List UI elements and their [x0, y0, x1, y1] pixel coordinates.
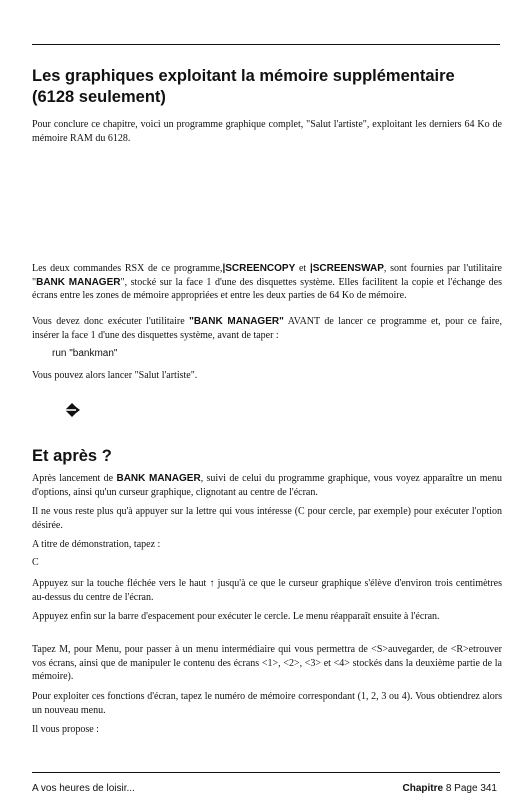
paragraph-arrow-key: Appuyez sur la touche fléchée vers le haut ↑ jusqu'à ce que le curseur graphique s'élève d'environ trois centimètres au-dessus du centre de l'écran.: [32, 578, 502, 603]
paragraph-launch: Vous pouvez alors lancer "Salut l'artiste".: [32, 370, 198, 381]
demo-key-c: C: [32, 557, 39, 568]
paragraph-bank-manager: Vous devez donc exécuter l'utilitaire "BANK MANAGER" AVANT de lancer ce programme et, pour ce faire, insérer la face 1 d'une des disquettes système, avant de taper :: [32, 316, 502, 341]
footer-page-number: Chapitre 8 Page 341: [402, 783, 497, 794]
top-rule: [32, 44, 500, 45]
paragraph-demo: A titre de démonstration, tapez :: [32, 539, 161, 550]
paragraph-intro: Pour conclure ce chapitre, voici un programme graphique complet, "Salut l'artiste", exploitant les derniers 64 Ko de mémoire RAM du 6128.: [32, 119, 502, 144]
diamond-arrow-icon: [64, 402, 80, 418]
section-title-graphics: Les graphiques exploitant la mémoire supplémentaire (6128 seulement): [32, 67, 455, 106]
footer-left-text: A vos heures de loisir...: [32, 783, 135, 794]
paragraph-rsx-commands: Les deux commandes RSX de ce programme,|SCREENCOPY et |SCREENSWAP, sont fournies par l'utilitaire "BANK MANAGER", stocké sur la face 1 d'une des disquettes système. Elles facilitent la copie et l'échange des écrans entre les zones de mémoire appropriées et entre les deux parties de 64 Ko de mémoire.: [32, 263, 502, 301]
paragraph-after-launch: Après lancement de BANK MANAGER, suivi de celui du programme graphique, vous voyez apparaître un menu d'options, ainsi qu'un curseur graphique, clignotant au centre de l'écran.: [32, 473, 502, 498]
paragraph-press-letter: Il ne vous reste plus qu'à appuyer sur la lettre qui vous intéresse (C pour cercle, par exemple) pour exécuter l'option désirée.: [32, 506, 502, 531]
section-title-next: Et après ?: [32, 447, 112, 465]
paragraph-space-bar: Appuyez enfin sur la barre d'espacement pour exécuter le cercle. Le menu réapparaît ensuite à l'écran.: [32, 611, 440, 622]
footer-rule: [32, 772, 500, 773]
paragraph-proposes: Il vous propose :: [32, 724, 99, 735]
paragraph-screen-functions: Pour exploiter ces fonctions d'écran, tapez le numéro de mémoire correspondant (1, 2, 3 ou 4). Vous obtiendrez alors un nouveau menu.: [32, 691, 502, 716]
code-run-bankman: run "bankman": [52, 348, 118, 359]
paragraph-menu-m: Tapez M, pour Menu, pour passer à un menu intermédiaire qui vous permettra de <S>auvegarder, de <R>etrouver vos écrans, ainsi que de manipuler le contenu des écrans <1>, <2>, <3> et <4> stockés dans la deuxième partie de la mémoire).: [32, 644, 502, 682]
